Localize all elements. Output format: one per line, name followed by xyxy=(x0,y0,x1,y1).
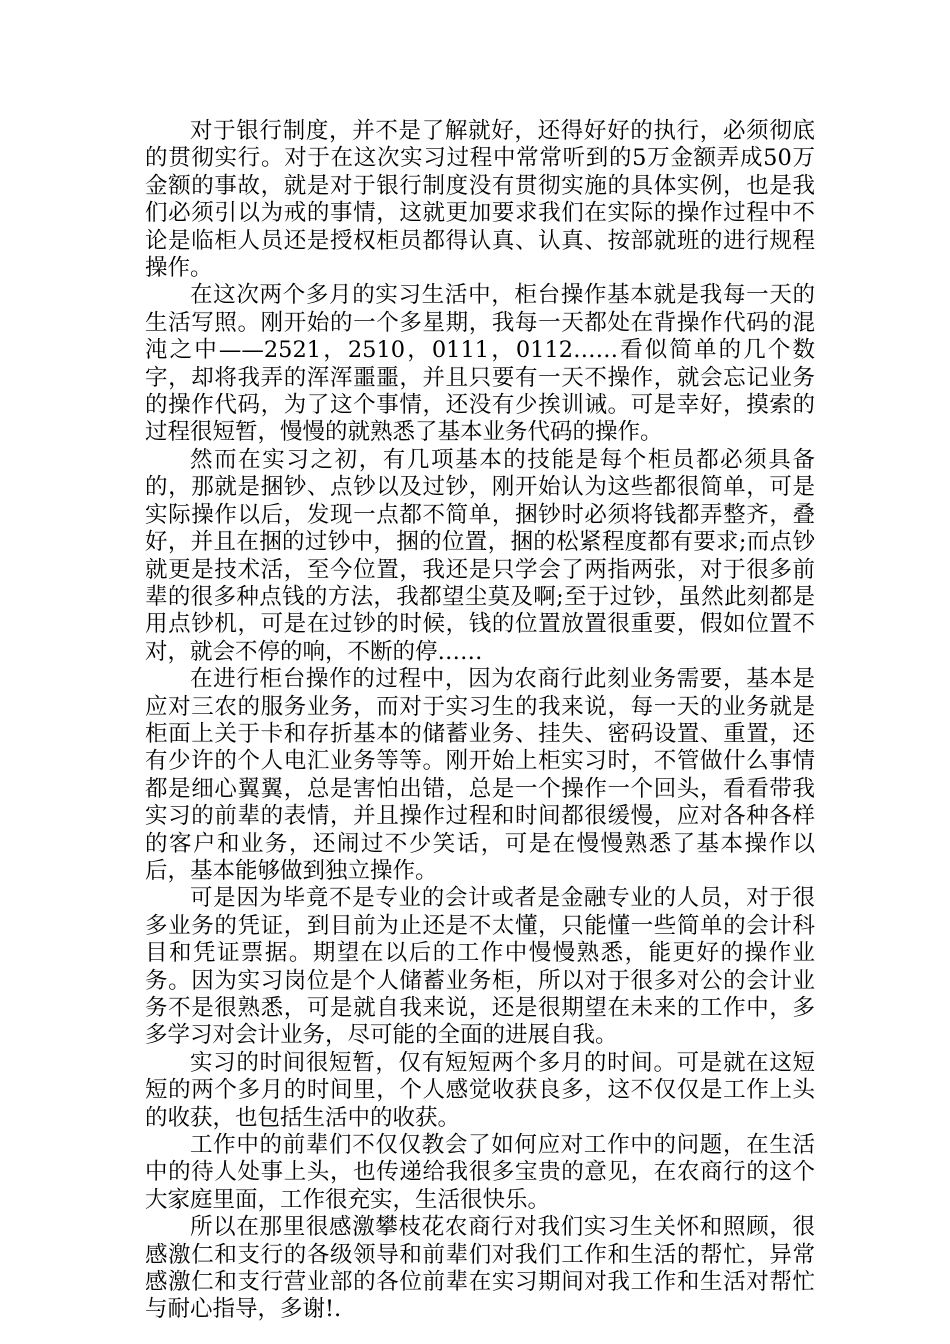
paragraph-thanks: 所以在那里很感激攀枝花农商行对我们实习生关怀和照顾，很感激仁和支行的各级领导和前辈们对我们工作和生活的帮忙，异常感激仁和支行营业部的各位前辈在实习期间对我工作和生活对帮忙与耐心指导，多谢!. xyxy=(145,1214,815,1323)
paragraph-colleagues: 工作中的前辈们不仅仅教会了如何应对工作中的问题，在生活中的待人处事上头，也传递给我很多宝贵的意见，在农商行的这个大家庭里面，工作很充实，生活很快乐。 xyxy=(145,1132,815,1213)
paragraph-bank-system: 对于银行制度，并不是了解就好，还得好好的执行，必须彻底的贯彻实行。对于在这次实习过程中常常听到的5万金额弄成50万金额的事故，就是对于银行制度没有贯彻实施的具体实例，也是我们必须引以为戒的事情，这就更加要求我们在实际的操作过程中不论是临柜人员还是授权柜员都得认真、认真、按部就班的进行规程操作。 xyxy=(145,118,815,282)
paragraph-internship-time: 实习的时间很短暂，仅有短短两个多月的时间。可是就在这短短的两个多月的时间里，个人感觉收获良多，这不仅仅是工作上头的收获，也包括生活中的收获。 xyxy=(145,1049,815,1131)
paragraph-counter-business: 在进行柜台操作的过程中，因为农商行此刻业务需要，基本是应对三农的服务业务，而对于实习生的我来说，每一天的业务就是柜面上关于卡和存折基本的储蓄业务、挂失、密码设置、重置，还有少许的个人电汇业务等等。刚开始上柜实习时，不管做什么事情都是细心翼翼，总是害怕出错，总是一个操作一个回头，看看带我实习的前辈的表情，并且操作过程和时间都很缓慢，应对各种各样的客户和业务，还闹过不少笑话，可是在慢慢熟悉了基本操作以后，基本能够做到独立操作。 xyxy=(145,666,815,884)
document-body xyxy=(145,118,815,1324)
paragraph-accounting-study: 可是因为毕竟不是专业的会计或者是金融专业的人员，对于很多业务的凭证，到目前为止还是不太懂，只能懂一些简单的会计科目和凭证票据。期望在以后的工作中慢慢熟悉，能更好的操作业务。因为实习岗位是个人储蓄业务柜，所以对于很多对公的会计业务不是很熟悉，可是就自我来说，还是很期望在未来的工作中，多多学习对会计业务，尽可能的全面的进展自我。 xyxy=(145,885,815,1049)
paragraph-basic-skills: 然而在实习之初，有几项基本的技能是每个柜员都必须具备的，那就是捆钞、点钞以及过钞，刚开始认为这些都很简单，可是实际操作以后，发现一点都不简单，捆钞时必须将钱都弄整齐，叠好，并且在捆的过钞中，捆的位置，捆的松紧程度都有要求;而点钞就更是技术活，至今位置，我还是只学会了两指两张，对于很多前辈的很多种点钱的方法，我都望尘莫及啊;至于过钞，虽然此刻都是用点钞机，可是在过钞的时候，钱的位置放置很重要，假如位置不对，就会不停的响，不断的停…… xyxy=(145,446,815,665)
paragraph-counter-operation: 在这次两个多月的实习生活中，柜台操作基本就是我每一天的生活写照。刚开始的一个多星期，我每一天都处在背操作代码的混沌之中——2521，2510，0111，0112……看似简单的几个数字，却将我弄的浑浑噩噩，并且只要有一天不操作，就会忘记业务的操作代码，为了这个事情，还没有少挨训诫。可是幸好，摸索的过程很短暂，慢慢的就熟悉了基本业务代码的操作。 xyxy=(145,282,815,446)
